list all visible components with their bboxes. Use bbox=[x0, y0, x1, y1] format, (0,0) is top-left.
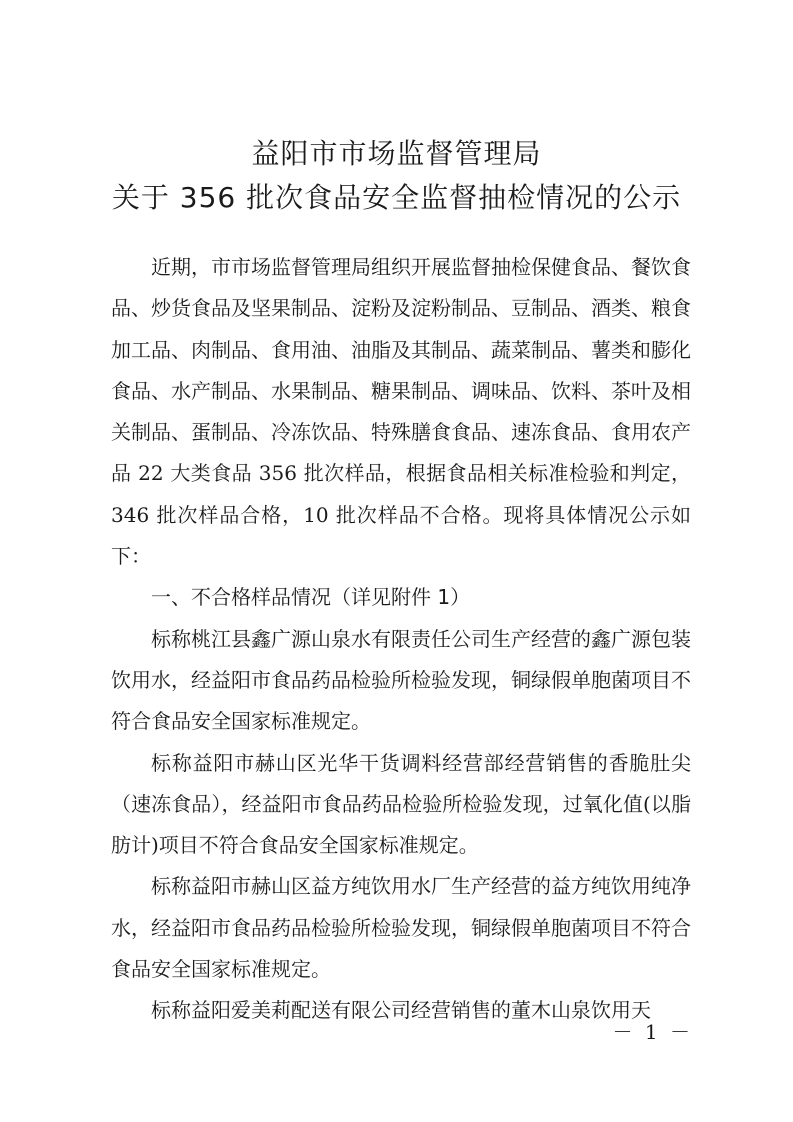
document-title-line-1: 益阳市市场监督管理局 bbox=[251, 137, 542, 170]
body-paragraph-3: 标称益阳市赫山区益方纯饮用水厂生产经营的益方纯饮用纯净水，经益阳市食品药品检验所检验发现，铜绿假单胞菌项目不符合食品安全国家标准规定。 bbox=[111, 874, 691, 982]
page-number: － 1 － bbox=[612, 1020, 693, 1044]
document-title-line-2: 关于 356 批次食品安全监督抽检情况的公示 bbox=[111, 181, 682, 214]
body-paragraph-1: 标称桃江县鑫广源山泉水有限责任公司生产经营的鑫广源包装饮用水，经益阳市食品药品检验所检验发现，铜绿假单胞菌项目不符合食品安全国家标准规定。 bbox=[111, 626, 691, 734]
body-paragraph-2: 标称益阳市赫山区光华干货调料经营部经营销售的香脆肚尖（速冻食品），经益阳市食品药品检验所检验发现，过氧化值(以脂肪计)项目不符合食品安全国家标准规定。 bbox=[111, 750, 691, 858]
section-heading: 一、不合格样品情况（详见附件 1） bbox=[151, 585, 471, 610]
body-paragraph-4: 标称益阳爱美莉配送有限公司经营销售的董木山泉饮用天 bbox=[151, 998, 651, 1023]
document-body bbox=[111, 247, 691, 1032]
intro-paragraph: 近期，市市场监督管理局组织开展监督抽检保健食品、餐饮食品、炒货食品及坚果制品、淀粉及淀粉制品、豆制品、酒类、粮食加工品、肉制品、食用油、油脂及其制品、蔬菜制品、薯类和膨化食品、水产制品、水果制品、糖果制品、调味品、饮料、茶叶及相关制品、蛋制品、冷冻饮品、特殊膳食食品、速冻食品、食用农产品 22 大类食品 356 批次样品，根据食品相关标准检验和判定，346 批次样品合格，10 批次样品不合格。现将具体情况公示如下： bbox=[111, 255, 691, 569]
